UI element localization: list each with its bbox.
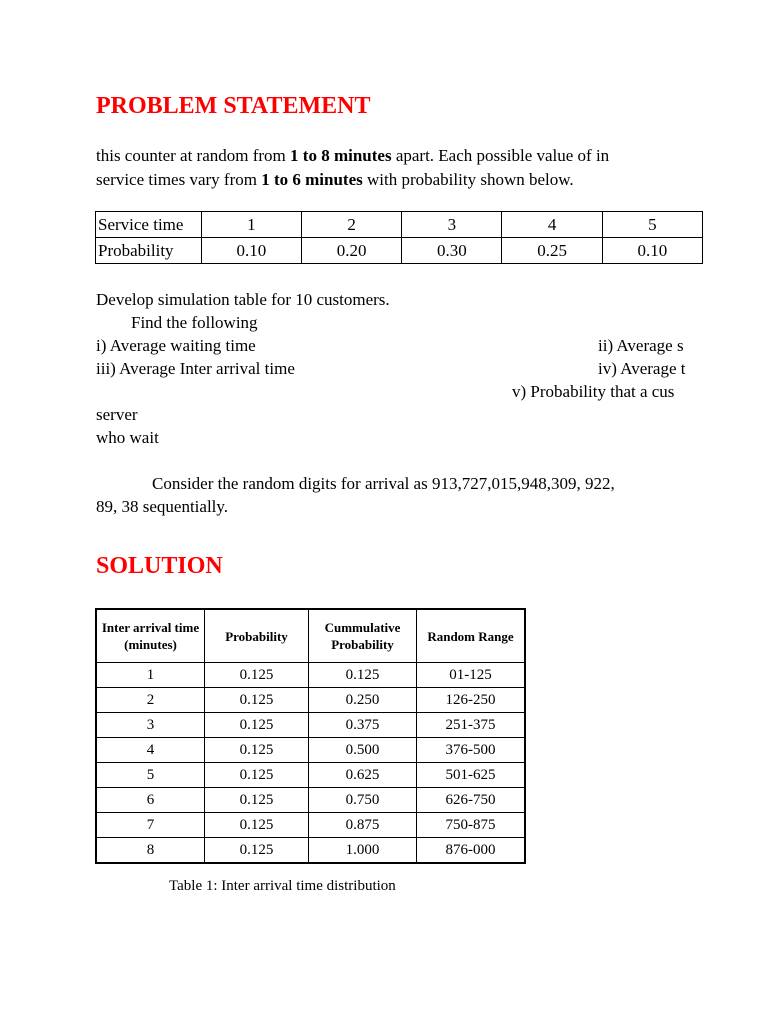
table-cell: 0.500 bbox=[309, 738, 417, 763]
row-label: Probability bbox=[96, 238, 202, 264]
column-header-probability: Probability bbox=[205, 609, 309, 663]
table-cell: 3 bbox=[402, 212, 502, 238]
table-cell: 0.125 bbox=[205, 688, 309, 713]
table-cell: 750-875 bbox=[417, 813, 526, 838]
table-cell: 5 bbox=[602, 212, 702, 238]
table-cell: 0.875 bbox=[309, 813, 417, 838]
service-table-row bbox=[96, 212, 703, 238]
table-cell: 0.30 bbox=[402, 238, 502, 264]
column-header-inter-arrival: Inter arrival time (minutes) bbox=[96, 609, 205, 663]
column-header-cumulative: Cummulative Probability bbox=[309, 609, 417, 663]
task-iii: iii) Average Inter arrival time bbox=[96, 359, 295, 378]
bold-text-run: 1 to 8 minutes bbox=[290, 146, 392, 165]
table-header-row bbox=[96, 609, 525, 663]
task-v: v) Probability that a cus bbox=[512, 382, 675, 401]
table-cell: 0.125 bbox=[205, 813, 309, 838]
table-row bbox=[96, 663, 525, 688]
table-cell: 626-750 bbox=[417, 788, 526, 813]
problem-line-1 bbox=[96, 145, 609, 167]
table-cell: 1 bbox=[201, 212, 301, 238]
table-cell: 4 bbox=[502, 212, 602, 238]
table-row bbox=[96, 713, 525, 738]
table-cell: 8 bbox=[96, 838, 205, 864]
task-develop: Develop simulation table for 10 customers. bbox=[96, 290, 390, 309]
table-cell: 0.375 bbox=[309, 713, 417, 738]
table-cell: 0.625 bbox=[309, 763, 417, 788]
table-cell: 0.125 bbox=[205, 763, 309, 788]
service-time-table bbox=[95, 211, 703, 264]
random-digits-line-2: 89, 38 sequentially. bbox=[96, 497, 229, 516]
table-cell: 501-625 bbox=[417, 763, 526, 788]
row-label: Service time bbox=[96, 212, 202, 238]
table-row bbox=[96, 813, 525, 838]
text-run: apart. Each possible value of in bbox=[391, 146, 610, 165]
table-cell: 0.125 bbox=[205, 663, 309, 688]
table-row bbox=[96, 763, 525, 788]
task-iv: iv) Average t bbox=[598, 359, 686, 378]
task-i: i) Average waiting time bbox=[96, 336, 256, 355]
table-cell: 2 bbox=[302, 212, 402, 238]
table-row bbox=[96, 688, 525, 713]
text-run: service times vary from bbox=[96, 170, 262, 189]
table-cell: 0.10 bbox=[602, 238, 702, 264]
table-cell: 0.25 bbox=[502, 238, 602, 264]
table-caption: Table 1: Inter arrival time distribution bbox=[169, 878, 396, 894]
table-cell: 2 bbox=[96, 688, 205, 713]
problem-statement-heading: PROBLEM STATEMENT bbox=[96, 93, 371, 119]
table-cell: 1 bbox=[96, 663, 205, 688]
table-cell: 3 bbox=[96, 713, 205, 738]
solution-heading: SOLUTION bbox=[96, 553, 223, 579]
table-cell: 5 bbox=[96, 763, 205, 788]
text-run: with probability shown below. bbox=[362, 170, 574, 189]
table-cell: 7 bbox=[96, 813, 205, 838]
table-cell: 6 bbox=[96, 788, 205, 813]
table-row bbox=[96, 788, 525, 813]
text-run: this counter at random from bbox=[96, 146, 291, 165]
table-row bbox=[96, 738, 525, 763]
table-cell: 0.750 bbox=[309, 788, 417, 813]
table-cell: 0.125 bbox=[205, 788, 309, 813]
column-header-random-range: Random Range bbox=[417, 609, 526, 663]
service-table-row bbox=[96, 238, 703, 264]
task-who-wait: who wait bbox=[96, 428, 159, 447]
problem-line-2 bbox=[96, 169, 574, 191]
table-cell: 0.125 bbox=[205, 738, 309, 763]
table-cell: 876-000 bbox=[417, 838, 526, 864]
task-server: server bbox=[96, 405, 138, 424]
table-cell: 0.125 bbox=[205, 713, 309, 738]
table-cell: 126-250 bbox=[417, 688, 526, 713]
inter-arrival-table bbox=[95, 608, 526, 864]
table-cell: 376-500 bbox=[417, 738, 526, 763]
task-ii: ii) Average s bbox=[598, 336, 684, 355]
table-cell: 0.125 bbox=[309, 663, 417, 688]
table-cell: 0.125 bbox=[205, 838, 309, 864]
table-cell: 01-125 bbox=[417, 663, 526, 688]
table-cell: 1.000 bbox=[309, 838, 417, 864]
bold-text-run: 1 to 6 minutes bbox=[261, 170, 363, 189]
table-cell: 0.20 bbox=[302, 238, 402, 264]
table-cell: 4 bbox=[96, 738, 205, 763]
table-cell: 0.10 bbox=[201, 238, 301, 264]
task-find: Find the following bbox=[131, 313, 258, 332]
random-digits-line: Consider the random digits for arrival as 913,727,015,948,309, 922, bbox=[152, 474, 615, 493]
table-row bbox=[96, 838, 525, 864]
table-cell: 0.250 bbox=[309, 688, 417, 713]
table-cell: 251-375 bbox=[417, 713, 526, 738]
